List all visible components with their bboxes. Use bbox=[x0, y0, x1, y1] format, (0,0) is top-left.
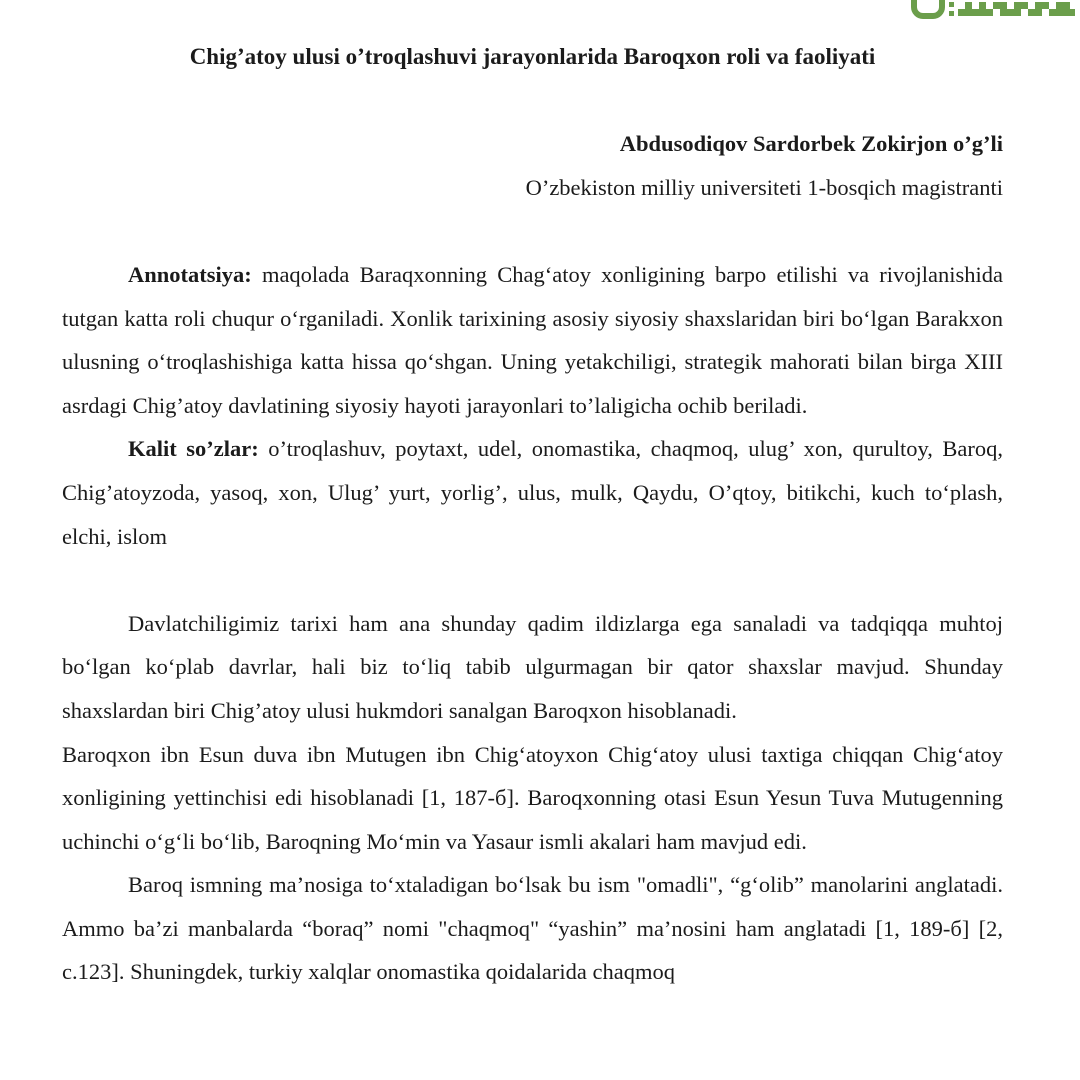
body-paragraph-1: Davlatchiligimiz tarixi ham ana shunday qadim ildizlarga ega sanaladi va tadqiqqa muhtoj boʻlgan koʻplab davrlar, hali biz toʻliq tabib ulgurmagan bir qator shaxslar mavjud. Shunday shaxslardan biri Chig’atoy ulusi hukmdori sanalgan Baroqxon hisoblanadi. bbox=[62, 610, 1003, 723]
page-title: Chig’atoy ulusi o’troqlashuvi jarayonlarida Baroqxon roli va faoliyati bbox=[189, 44, 876, 69]
body-paragraph-2: Baroqxon ibn Esun duva ibn Mutugen ibn Chigʻatoyxon Chigʻatoy ulusi taxtiga chiqqan Chigʻatoy xonligining yettinchisi edi hisoblanadi [1, 187-б]. Baroqxonning otasi Esun Yesun Tuva Mutugenning uchinchi oʻgʻli boʻlib, Baroqning Moʻmin va Yasaur ismli akalari ham mavjud edi. bbox=[62, 741, 1003, 854]
qr-code-icon bbox=[909, 0, 1075, 20]
keywords-label: Kalit so’zlar: bbox=[128, 436, 259, 462]
keywords-paragraph bbox=[62, 427, 1003, 558]
abstract-paragraph bbox=[62, 253, 1003, 427]
author-name: Abdusodiqov Sardorbek Zokirjon o’g’li bbox=[619, 131, 1003, 157]
author-affiliation: O’zbekiston milliy universiteti 1-bosqich magistranti bbox=[525, 174, 1003, 200]
abstract-label: Annotatsiya: bbox=[128, 261, 252, 287]
keywords-text: o’troqlashuv, poytaxt, udel, onomastika, chaqmoq, ulug’ xon, qurultoy, Baroq, Chig’atoyzoda, yasoq, xon, Ulug’ yurt, yorlig’, ulus, mulk, Qaydu, O’qtoy, bitikchi, kuch toʻplash, elchi, islom bbox=[62, 436, 1003, 549]
abstract-text: maqolada Baraqxonning Chagʻatoy xonligining barpo etilishi va rivojlanishida tutgan katta roli chuqur oʻrganiladi. Xonlik tarixining asosiy siyosiy shaxslaridan biri boʻlgan Barakxon ulusning oʻtroqlashishiga katta hissa qoʻshgan. Uning yetakchiligi, strategik mahorati bilan birga XIII asrdagi Chig’atoy davlatining siyosiy hayoti jarayonlari to’laligicha ochib beriladi. bbox=[62, 261, 1003, 418]
body-paragraph-3: Baroq ismning ma’nosiga toʻxtaladigan boʻlsak bu ism "omadli", “gʻolib” manolarini anglatadi. Ammo ba’zi manbalarda “boraq” nomi "chaqmoq" “yashin” ma’nosini ham anglatadi [1, 189-б] [2, c.123]. Shuningdek, turkiy xalqlar onomastika qoidalarida chaqmoq bbox=[62, 872, 1003, 985]
